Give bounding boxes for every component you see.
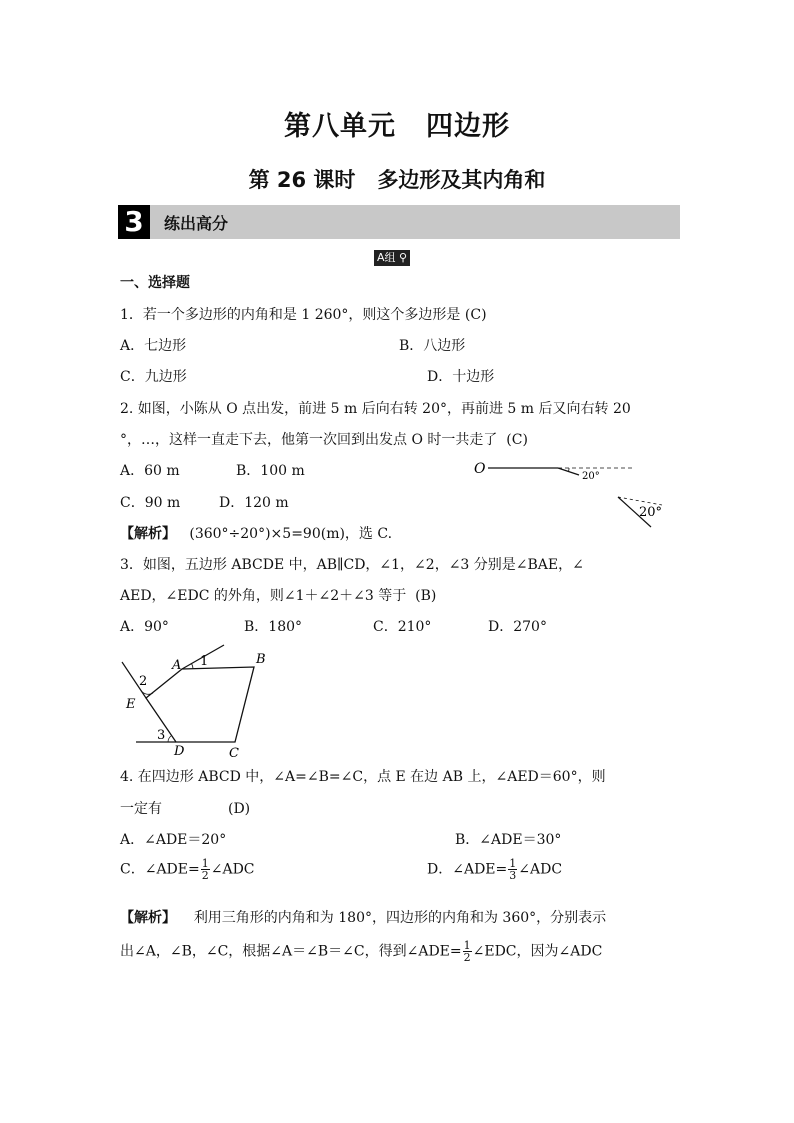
- q3-option-c: C．210°: [373, 619, 432, 635]
- q4-option-d-fraction: [508, 858, 517, 881]
- q2-walk-figure: [466, 455, 676, 530]
- q2-answer: (C): [506, 432, 528, 448]
- q2-analysis-label: 【解析】: [120, 526, 176, 542]
- vertex-b-label: B: [256, 652, 266, 667]
- group-tag-text: A组: [377, 251, 396, 264]
- q1-stem: [120, 306, 487, 324]
- q1-answer: (C): [464, 307, 487, 323]
- fraction-numerator: 1: [463, 939, 471, 952]
- angle-1-label: 1: [200, 654, 209, 669]
- vertex-d-label: D: [174, 744, 185, 759]
- q3-answer: (B): [415, 588, 437, 604]
- magnifier-icon: ⚲: [399, 251, 408, 264]
- q2-analysis-text: (360°÷20°)×5=90(m)，选 C.: [189, 526, 393, 542]
- q4-analysis-label: 【解析】: [120, 910, 176, 926]
- q4-analysis-line1: [120, 909, 606, 927]
- q2-stem-line1: 2. 如图，小陈从 O 点出发，前进 5 m 后向右转 20°，再前进 5 m 后又向右转 20: [120, 401, 631, 417]
- q4-option-b: B．∠ADE＝30°: [455, 832, 562, 848]
- angle-3-label: 3: [157, 728, 166, 743]
- q4-line2-text: 一定有: [120, 801, 162, 817]
- vertex-c-label: C: [229, 746, 239, 760]
- q4-option-a: A．∠ADE＝20°: [120, 832, 227, 848]
- q4-stem-line1: 4. 在四边形 ABCD 中，∠A=∠B=∠C，点 E 在边 AB 上，∠AED＝60°，则: [120, 769, 606, 785]
- q2-analysis: [120, 525, 392, 543]
- section-heading: 一、选择题: [120, 275, 190, 291]
- q1-option-c: C．九边形: [120, 369, 187, 385]
- q4-option-c-post: ∠ADC: [210, 861, 255, 878]
- q2-option-d: D．120 m: [219, 495, 289, 511]
- q3-stem-line1: 3．如图，五边形 ABCDE 中，AB∥CD，∠1，∠2，∠3 分别是∠BAE，∠: [120, 557, 584, 573]
- q3-line2-text: AED，∠EDC 的外角，则∠1＋∠2＋∠3 等于: [120, 588, 407, 604]
- q4-stem-line2: [120, 800, 250, 818]
- q1-option-d: D．十边形: [427, 369, 495, 385]
- q2-option-c: C．90 m: [120, 495, 181, 511]
- q4-option-c-fraction: [201, 858, 210, 881]
- q2-line2-text: °，…，这样一直走下去，他第一次回到出发点 O 时一共走了: [120, 432, 498, 448]
- fraction-denominator: 2: [201, 869, 209, 882]
- fraction-denominator: 2: [463, 951, 471, 964]
- q2-option-a: A．60 m: [120, 463, 180, 479]
- unit-title: [0, 104, 794, 143]
- group-tag: [374, 250, 410, 266]
- q3-option-d: D．270°: [488, 619, 547, 635]
- q3-stem-line2: [120, 587, 436, 605]
- lesson-title-text: 多边形及其内角和: [377, 168, 546, 192]
- q2-stem-line2: [120, 431, 528, 449]
- q3-option-b: B．180°: [244, 619, 303, 635]
- q3-pentagon-figure: [116, 642, 276, 760]
- lesson-title: [0, 164, 794, 194]
- q4-analysis-text-2: 出∠A，∠B，∠C，根据∠A＝∠B＝∠C，得到∠ADE=: [120, 943, 462, 960]
- angle-3-arc: [168, 736, 171, 742]
- vertex-e-label: E: [126, 697, 136, 712]
- q4-analysis-text-3: ∠EDC，因为∠ADC: [472, 943, 603, 960]
- q4-analysis-text-1: 利用三角形的内角和为 180°，四边形的内角和为 360°，分别表示: [193, 910, 607, 926]
- angle-1-arc: [192, 664, 194, 669]
- section-bar: [118, 205, 680, 239]
- q1-option-b: B．八边形: [399, 338, 466, 354]
- q1-text: 1．若一个多边形的内角和是 1 260°，则这个多边形是: [120, 307, 461, 323]
- section-bar-label: 练出高分: [164, 214, 229, 233]
- lesson-number: 第 26 课时: [248, 168, 356, 192]
- q4-analysis-line2: [120, 940, 602, 963]
- walk-angle-arc-1: [569, 468, 570, 472]
- q4-option-c: [120, 858, 255, 881]
- walk-angle-label-2: 20°: [639, 505, 663, 520]
- unit-subtitle-text: 四边形: [426, 111, 510, 142]
- q4-analysis-fraction: [463, 940, 472, 963]
- vertex-a-label: A: [172, 658, 182, 673]
- q4-option-d: [427, 858, 562, 881]
- fraction-denominator: 3: [509, 869, 517, 882]
- q1-option-a: A．七边形: [120, 338, 187, 354]
- point-o-label: O: [474, 461, 486, 477]
- fraction-numerator: 1: [509, 857, 517, 870]
- q4-option-c-pre: C．∠ADE=: [120, 861, 200, 878]
- q4-option-d-post: ∠ADC: [518, 861, 563, 878]
- q3-option-a: A．90°: [120, 619, 169, 635]
- angle-2-label: 2: [139, 674, 148, 689]
- q4-answer: (D): [228, 801, 251, 817]
- q4-option-d-pre: D．∠ADE=: [427, 861, 508, 878]
- walk-angle-label-1: 20°: [582, 471, 600, 482]
- section-number-badge: 3: [118, 205, 150, 239]
- fraction-numerator: 1: [201, 857, 209, 870]
- unit-title-text: 第八单元: [284, 111, 396, 142]
- q2-option-b: B．100 m: [236, 463, 305, 479]
